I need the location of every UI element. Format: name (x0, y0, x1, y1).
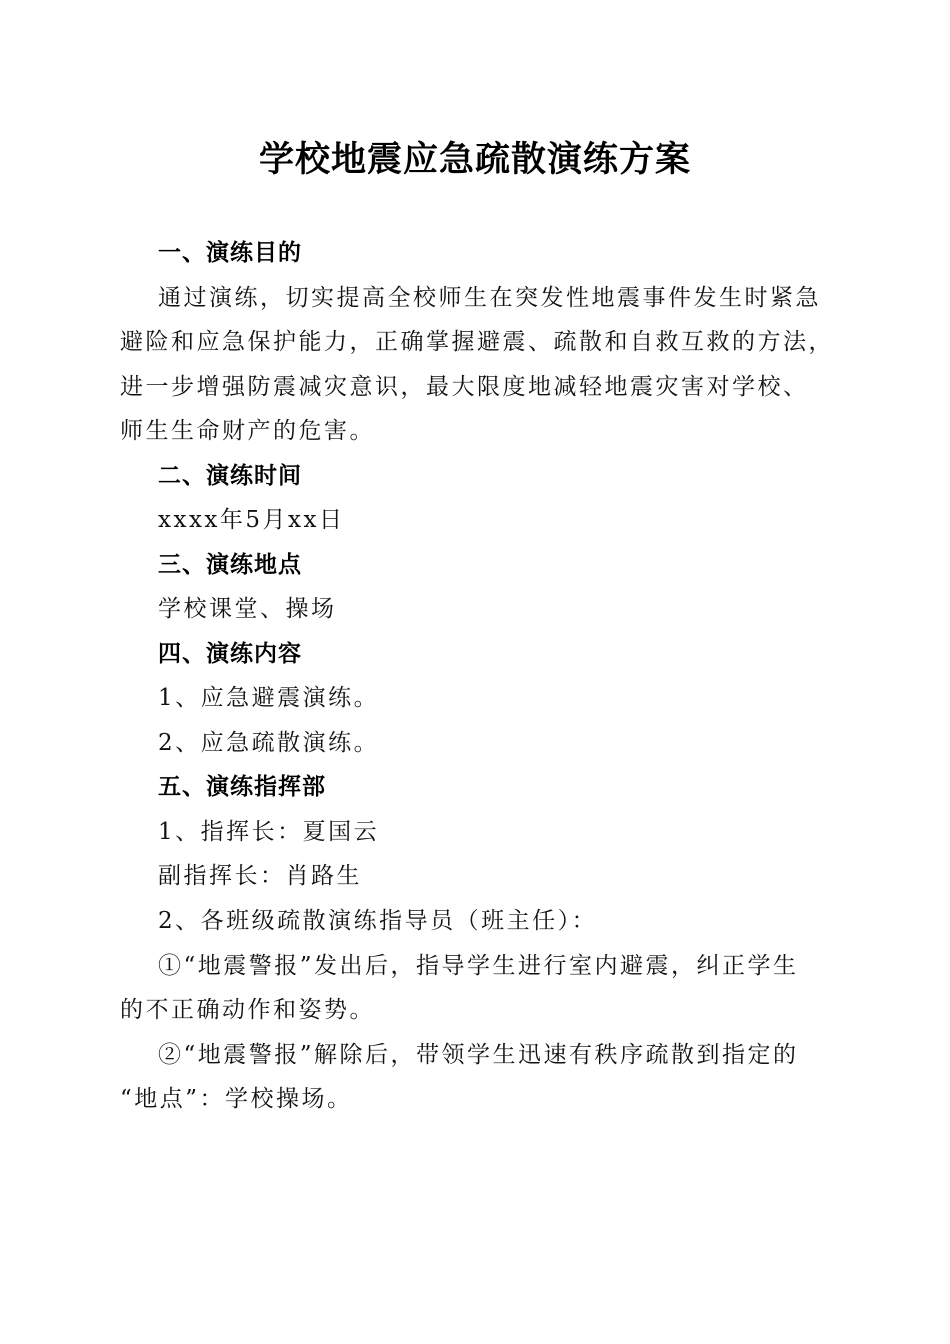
paragraph-line: 师生生命财产的危害。 (120, 418, 375, 444)
content-item: 2、应急疏散演练。 (158, 730, 380, 756)
paragraph-line: 避险和应急保护能力，正确掌握避震、疏散和自救互救的方法， (120, 329, 834, 355)
duty-line: 的不正确动作和姿势。 (120, 997, 375, 1023)
drill-location-text: 学校课堂、操场 (158, 596, 337, 622)
document-title: 学校地震应急疏散演练方案 (258, 139, 691, 180)
paragraph-line: 通过演练，切实提高全校师生在突发性地震事件发生时紧急 (158, 285, 821, 311)
section-heading-time: 二、演练时间 (158, 463, 302, 489)
drill-time-text: xxxx年5月xx日 (158, 507, 345, 533)
content-item: 1、应急避震演练。 (158, 685, 380, 711)
section-heading-command: 五、演练指挥部 (158, 774, 326, 800)
commander-line: 1、指挥长：夏国云 (158, 819, 380, 845)
section-heading-purpose: 一、演练目的 (158, 240, 302, 266)
duty-line: “地点”：学校操场。 (120, 1086, 353, 1112)
duty-line: ①“地震警报”发出后，指导学生进行室内避震，纠正学生 (158, 953, 799, 979)
instructors-line: 2、各班级疏散演练指导员（班主任）： (158, 908, 598, 934)
duty-line: ②“地震警报”解除后，带领学生迅速有秩序疏散到指定的 (158, 1042, 799, 1068)
deputy-commander-line: 副指挥长：肖路生 (158, 863, 362, 889)
paragraph-line: 进一步增强防震减灾意识，最大限度地减轻地震灾害对学校、 (120, 374, 809, 400)
section-heading-content: 四、演练内容 (158, 641, 302, 667)
section-heading-location: 三、演练地点 (158, 552, 302, 578)
